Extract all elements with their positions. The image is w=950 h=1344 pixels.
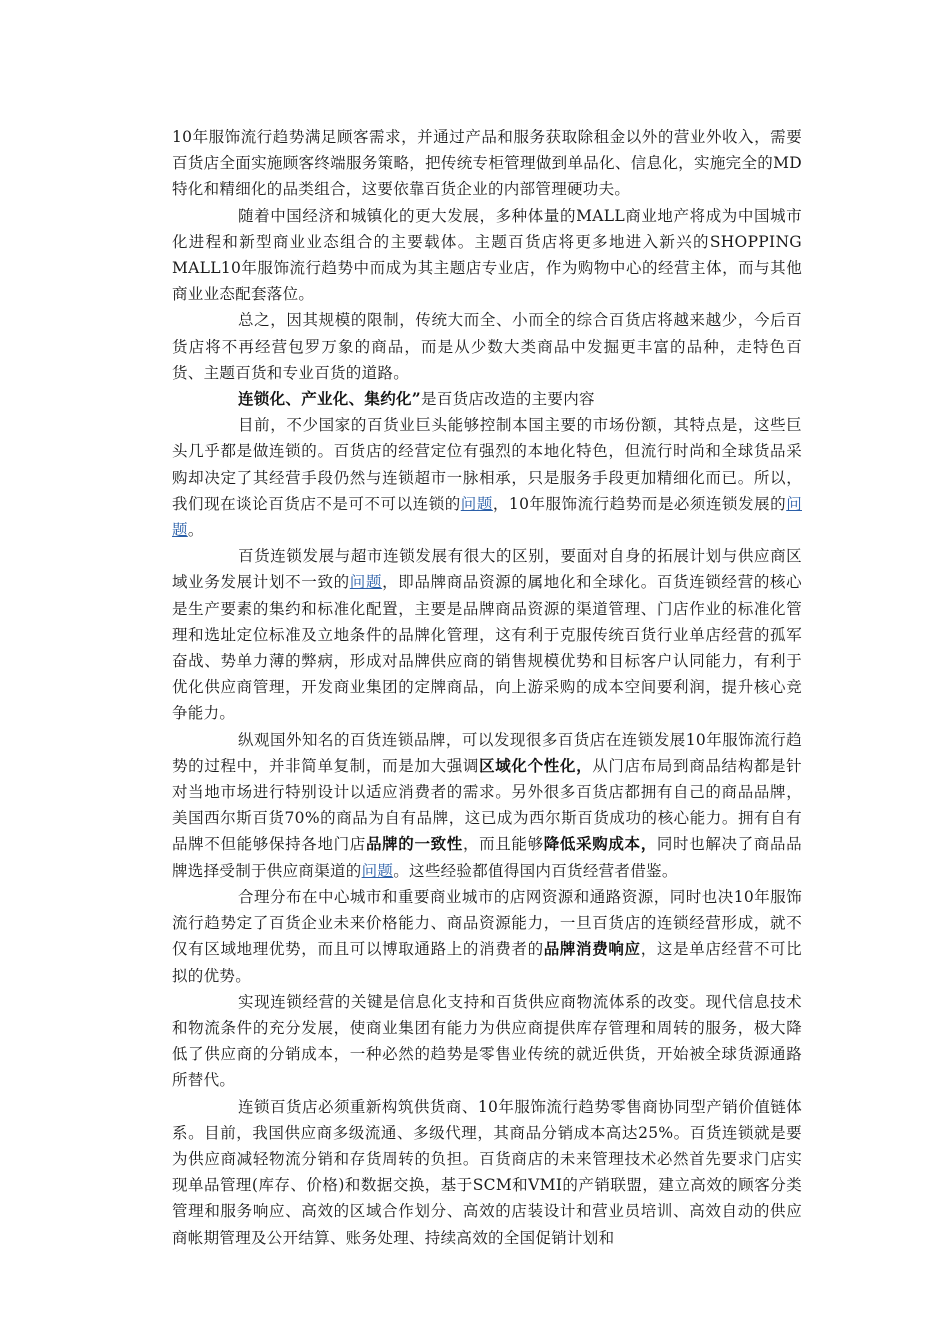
wenti-link-3[interactable]: 问题 bbox=[349, 573, 383, 592]
paragraph-7-bold: 品牌消费响应 bbox=[543, 939, 641, 959]
paragraph-6-text-e: 同时也解决了商品品牌选择受制于供应商渠道的 bbox=[172, 835, 802, 880]
paragraph-9: 连锁百货店必须重新构筑供货商、10年服饰流行趋势零售商协同型产销价值链体系。目前，我国供应商多级流通、多级代理，其商品分销成本高达25%。百货连锁就是要为供应商减轻物流分销和存货周转的负担。百货商店的未来管理技术必然首先要求门店实现单品管理(库存、价格)和数据交换，基于SCM和VMI的产销联盟，建立高效的顾客分类管理和服务响应、高效的区域合作划分、高效的店装设计和营业员培训、高效自动的供应商帐期管理及公开结算、账务处理、持续高效的全国促销计划和 bbox=[172, 1097, 802, 1247]
paragraph-4 bbox=[172, 412, 802, 543]
paragraph-5-text-a: 百货连锁发展与超市连锁发展有很大的区别，要面对自身的拓展计划与供应商区域业务发展计划不一致的 bbox=[172, 547, 802, 592]
section-heading-rest: 是百货店改造的主要内容 bbox=[421, 390, 595, 409]
section-heading bbox=[172, 386, 802, 412]
paragraph-5 bbox=[172, 543, 802, 726]
paragraph-3: 总之，因其规模的限制，传统大而全、小而全的综合百货店将越来越少，今后百货店将不再经营包罗万象的商品，而是从少数大类商品中发掘更丰富的品种，走特色百货、主题百货和专业百货的道路。 bbox=[172, 311, 802, 382]
paragraph-6-text-f: 。这些经验都值得国内百货经营者借鉴。 bbox=[393, 861, 678, 880]
paragraph-1: 10年服饰流行趋势满足顾客需求，并通过产品和服务获取除租金以外的营业外收入，需要百货店全面实施顾客终端服务策略，把传统专柜管理做到单品化、信息化，实施完全的MD特化和精细化的品类组合，这要依靠百货企业的内部管理硬功夫。 bbox=[172, 128, 802, 199]
paragraph-7-text-c: ，这是单店经营不可比拟的优势。 bbox=[172, 940, 802, 985]
paragraph-6-text-a: 纵观国外知名的百货连锁品牌，可以发现很多百货店在连锁发展10年服饰流行趋势的过程中，并非简单复制，而是加大强调 bbox=[172, 730, 802, 775]
paragraph-4-text-b: ，10年服饰流行趋势而是必须连锁发展的 bbox=[492, 494, 787, 513]
paragraph-5-text-b: ，即品牌商品资源的属地化和全球化。百货连锁经营的核心是生产要素的集约和标准化配置，主要是品牌商品资源的渠道管理、门店作业的标准化管理和选址定位标准及立地条件的品牌化管理，这有利于克服传统百货行业单店经营的孤军奋战、势单力薄的弊病，形成对品牌供应商的销售规模优势和目标客户认同能力，有利于优化供应商管理，开发商业集团的定牌商品，向上游采购的成本空间要利润，提升核心竞争能力。 bbox=[172, 573, 802, 723]
section-heading-bold: 连锁化、产业化、集约化” bbox=[238, 389, 422, 409]
paragraph-6-text-c: 从门店布局到商品结构都是针对当地市场进行特别设计以适应消费者的需求。另外很多百货店都拥有自己的商品品牌，美国西尔斯百货70%的商品为自有品牌，这已成为西尔斯百货成功的核心能力。拥有自有品牌不但能够保持各地门店 bbox=[172, 756, 802, 854]
wenti-link-4[interactable]: 问题 bbox=[361, 861, 394, 880]
paragraph-6-bold-3: 降低采购成本， bbox=[543, 834, 657, 854]
paragraph-4-text-a: 目前，不少国家的百货业巨头能够控制本国主要的市场份额，其特点是，这些巨头几乎都是做连锁的。百货店的经营定位有强烈的本地化特色，但流行时尚和全球货品采购却决定了其经营手段仍然与连锁超市一脉相承，只是服务手段更加精细化而已。所以，我们现在谈论百货店不是可不可以连锁的 bbox=[172, 416, 802, 513]
paragraph-7-text-a: 合理分布在中心城市和重要商业城市的店网资源和通路资源，同时也决10年服饰流行趋势定了百货企业未来价格能力、商品资源能力，一旦百货店的连锁经营形成，就不仅有区域地理优势，而且可以博取通路上的消费者的 bbox=[172, 887, 802, 959]
wenti-link-1[interactable]: 问题 bbox=[460, 494, 493, 513]
paragraph-6-bold-2: 品牌的一致性 bbox=[365, 834, 463, 854]
paragraph-7 bbox=[172, 884, 802, 989]
paragraph-6 bbox=[172, 727, 802, 884]
paragraph-4-text-c: 。 bbox=[187, 521, 204, 540]
paragraph-6-bold-1: 区域化个性化， bbox=[479, 755, 593, 775]
document-body bbox=[172, 124, 802, 1251]
paragraph-6-text-d: ，而且能够 bbox=[462, 835, 544, 854]
wenti-link-2[interactable]: 问题 bbox=[172, 494, 802, 540]
paragraph-2: 随着中国经济和城镇化的更大发展，多种体量的MALL商业地产将成为中国城市化进程和新型商业业态组合的主要载体。主题百货店将更多地进入新兴的SHOPPING MALL10年服饰流行趋势中而成为其主题店专业店，作为购物中心的经营主体，而与其他商业业态配套落位。 bbox=[172, 206, 802, 304]
paragraph-8: 实现连锁经营的关键是信息化支持和百货供应商物流体系的改变。现代信息技术和物流条件的充分发展，使商业集团有能力为供应商提供库存管理和周转的服务，极大降低了供应商的分销成本，一种必然的趋势是零售业传统的就近供货，开始被全球货源通路所替代。 bbox=[172, 992, 802, 1090]
